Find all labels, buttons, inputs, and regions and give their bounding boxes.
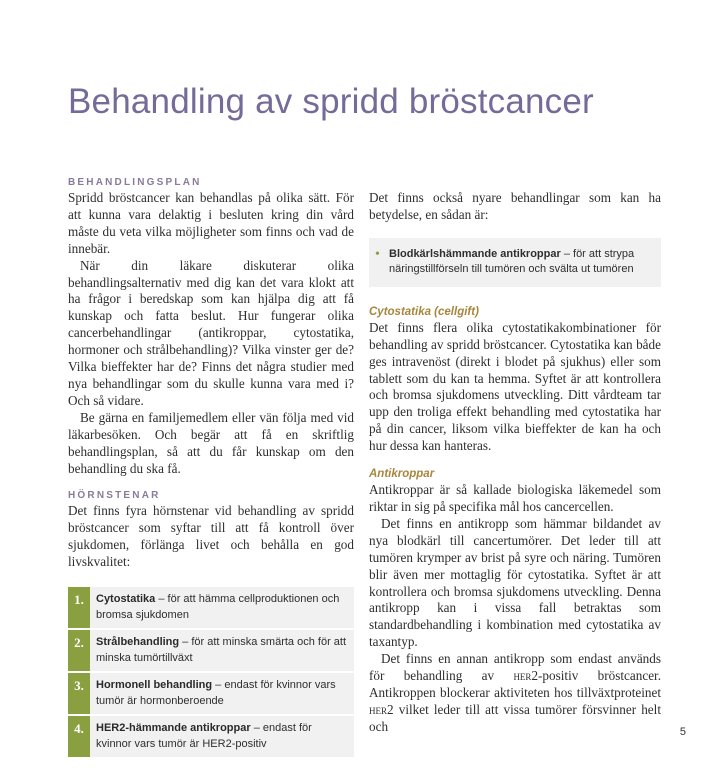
item-term: Hormonell behandling xyxy=(96,679,213,692)
subheading-cytostatics: Cytostatika (cellgift) xyxy=(369,305,479,318)
item-description: – för att minska smärta och för att minska tumörtillväxt xyxy=(96,636,347,664)
cytostatics-paragraph: Det finns flera olika cytostatikakombinationer för behandling av spridd bröstcancer. Cytostatika kan både ges intravenöst (direkt i blodet på sjukhus) eller som tablett som du kan ta hemma. Syftet är att kontrollera och bromsa sjukdomens utveckling. Ditt vårdteam tar upp den troliga effekt behandling med cytostatika har på din cancer, liksom vilka bieffekter de kan ha och hur dessa kan hanteras. xyxy=(369,319,661,454)
item-number: 2. xyxy=(68,630,90,671)
section-heading-plan: BEHANDLINGSPLAN xyxy=(68,177,202,188)
list-item xyxy=(68,673,354,716)
item-term: Strålbehandling xyxy=(96,636,180,649)
her2-term: her2 xyxy=(369,701,394,717)
item-number: 3. xyxy=(68,673,90,714)
antibodies-paragraph-2: Det finns en antikropp som hämmar bildandet av nya blodkärl till cancertumörer. Det leder till att tumören krymper av brist på syre och näring. Tumören blir även mer mottaglig för cytostatika. Syftet är att kontrollera och bromsa sjukdomens utveckling. Denna antikropp kan i vissa fall betraktas som standardbehandling i kombination med cytostatika av taxantyp. xyxy=(369,515,661,650)
item-number: 4. xyxy=(68,716,90,757)
right-column xyxy=(369,190,661,736)
bullet-description: – för att strypa näringstillförseln till tumören och svälta ut tumören xyxy=(389,247,635,276)
bullet-term: Blodkärlshämmande antikroppar xyxy=(389,247,561,260)
intro-paragraph: Det finns också nyare behandlingar som kan ha betydelse, en sådan är: xyxy=(369,190,661,222)
list-item xyxy=(68,630,354,673)
her2-term: her2 xyxy=(513,668,539,684)
item-description: – för att hämma cellproduktionen och bromsa sjukdomen xyxy=(96,593,340,621)
plan-paragraph-3: Be gärna en familjemedlem eller vän följa med vid läkarbesöken. Och begär att få en skriftlig behandlingsplan, så att du får kunskap om den behandling du ska få. xyxy=(68,409,354,476)
list-item xyxy=(68,587,354,630)
list-item xyxy=(68,716,354,759)
plan-paragraph-2: När din läkare diskuterar olika behandlingsalternativ med dig kan det vara klokt att ha frågor i beredskap som kan hjälpa dig att få kunskap och fatta beslut. Hur fungerar olika cancerbehandlingar (antikroppar, cytostatika, hormoner och strålbehandling)? Vilka vinster ger de? Vilka bieffekter har de? Finns det några studier med nya behandlingar som du skulle kunna vara med i? Och så vidare. xyxy=(68,257,354,408)
cornerstones-list xyxy=(68,587,354,759)
bullet-box xyxy=(369,238,661,287)
antibodies-paragraph-1: Antikroppar är så kallade biologiska läkemedel som riktar in sig på specifika mål hos cancercellen. xyxy=(369,482,661,514)
item-number: 1. xyxy=(68,587,90,628)
page-number: 5 xyxy=(679,726,686,738)
page-title: Behandling av spridd bröstcancer xyxy=(68,82,594,121)
item-description: – endast för kvinnor vars tumör är hormonberoende xyxy=(96,679,336,707)
item-term: HER2-hämmande antikroppar xyxy=(96,722,251,735)
text-segment: vilket leder till att vissa tumörer försvinner helt och xyxy=(369,701,661,734)
antibodies-paragraph-3 xyxy=(369,651,661,736)
text-segment: Det finns en annan antikropp som endast används för behandling av xyxy=(369,651,661,684)
section-heading-cornerstones: HÖRNSTENAR xyxy=(68,490,161,502)
plan-paragraph-1: Spridd bröstcancer kan behandlas på olika sätt. För att kunna vara delaktig i besluten kring din vård måste du veta vilka möjligheter som finns och vad de innebär. xyxy=(68,190,354,256)
bullet-icon: • xyxy=(375,246,380,262)
left-column xyxy=(68,176,354,759)
text-segment: -positiv bröstcancer. Antikroppen blockerar aktiviteten hos tillväxtproteinet xyxy=(369,668,662,700)
subheading-antibodies: Antikroppar xyxy=(369,468,435,481)
cornerstones-paragraph: Det finns fyra hörnstenar vid behandling av spridd bröstcancer som syftar till att få kontroll över sjukdomen, förlänga livet och behålla en god livskvalitet: xyxy=(68,503,354,570)
item-term: Cytostatika xyxy=(96,593,156,606)
item-description: – endast för kvinnor vars tumör är HER2-positiv xyxy=(96,722,312,750)
